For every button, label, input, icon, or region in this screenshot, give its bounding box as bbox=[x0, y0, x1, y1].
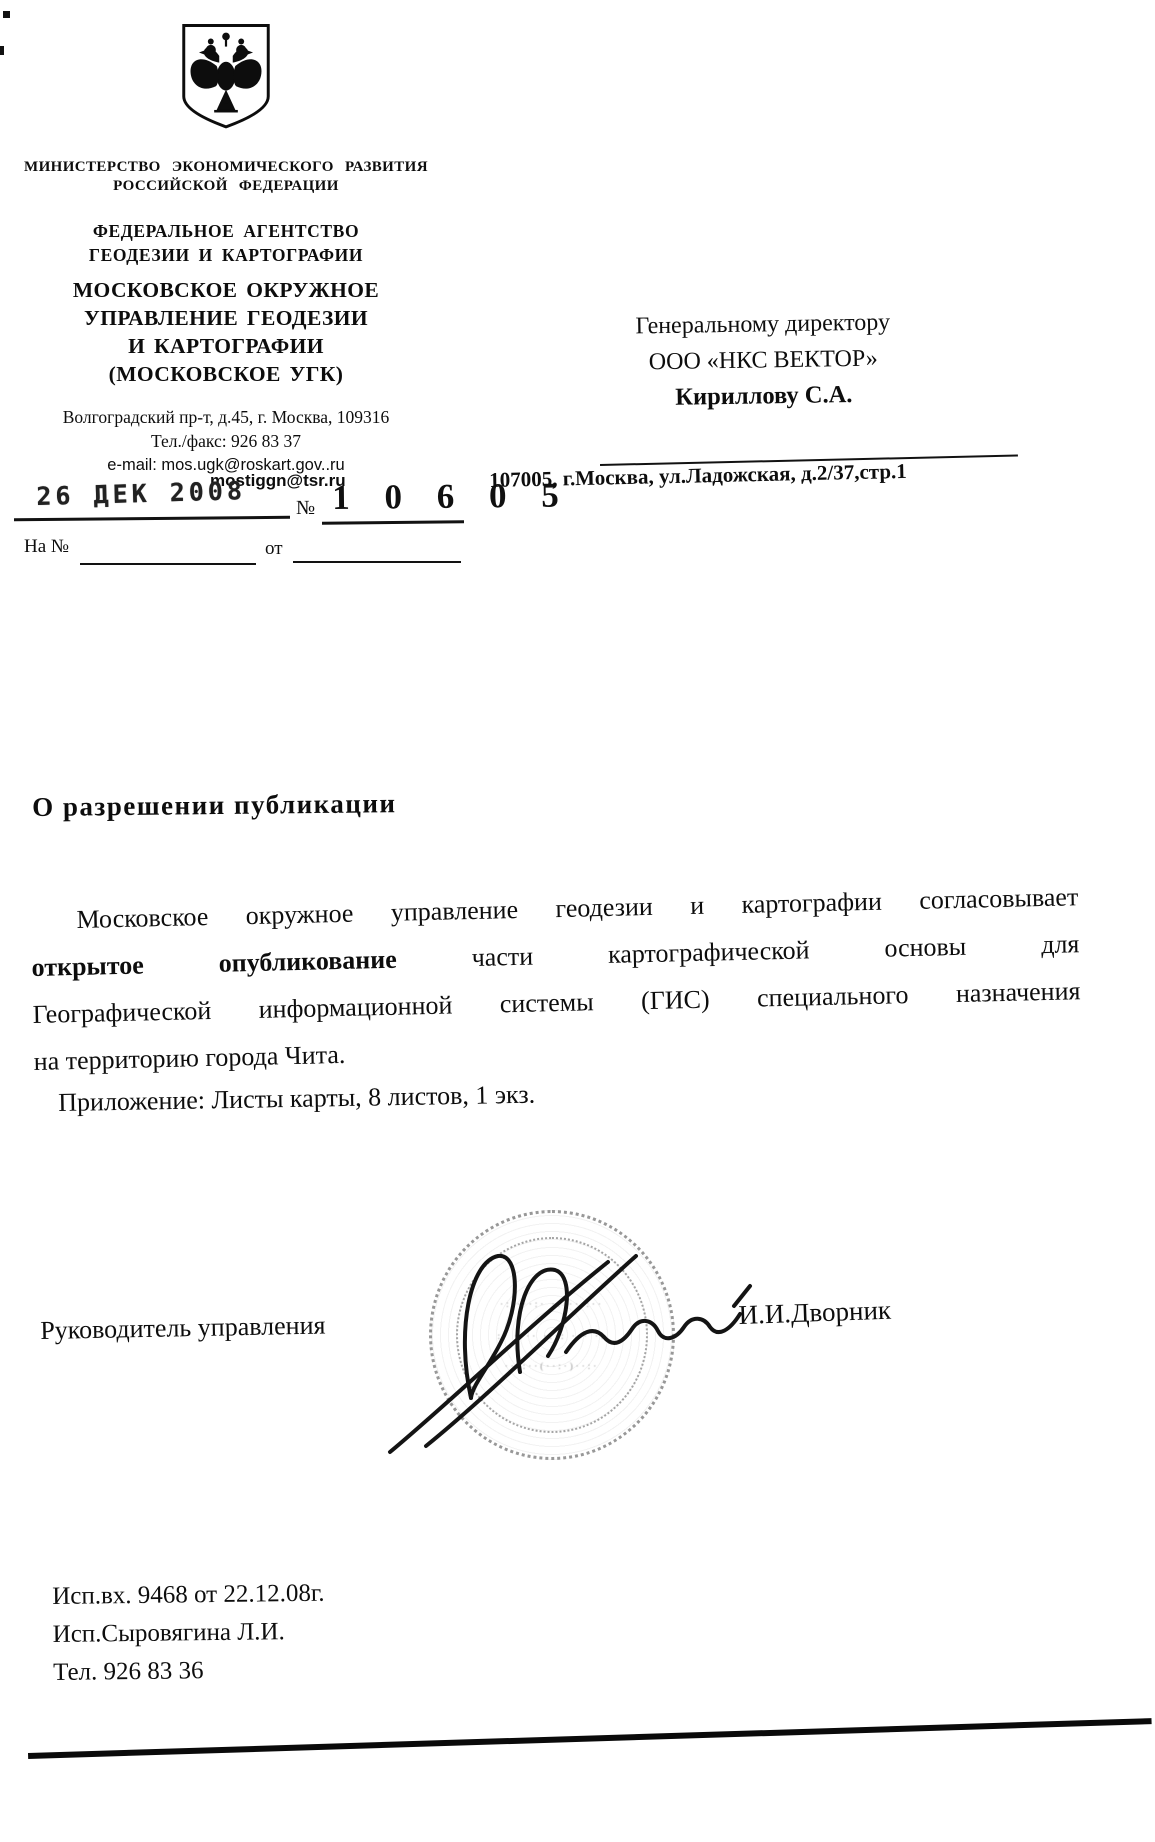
reference-from-label: от bbox=[265, 538, 283, 559]
body-paragraph bbox=[30, 873, 1082, 1085]
seal-illegible-text: ···:··(··:·)··:· bbox=[504, 1361, 600, 1371]
subject-line: О разрешении публикации bbox=[32, 788, 397, 822]
scan-artifact bbox=[0, 46, 4, 55]
executor-name: Исп.Сыровягина Л.И. bbox=[52, 1618, 285, 1648]
signer-position: Руководитель управления bbox=[40, 1310, 326, 1345]
recipient-company: ООО «НКС ВЕКТОР» bbox=[648, 345, 879, 376]
recipient-position: Генеральному директору bbox=[635, 309, 891, 340]
body-line-1: Московское окружное управление геодезии и картографии согласовывает bbox=[76, 882, 1079, 934]
body-word: части bbox=[471, 941, 534, 972]
org-name-line1: МОСКОВСКОЕ ОКРУЖНОЕ bbox=[72, 278, 380, 302]
outgoing-number-stamp: 1 0 6 0 5 bbox=[332, 475, 572, 517]
body-word: основы bbox=[884, 931, 967, 963]
reference-date-blank bbox=[293, 561, 461, 563]
letterhead bbox=[10, 22, 442, 477]
signature-scrawl-icon bbox=[368, 1210, 768, 1460]
executor-incoming-ref: Исп.вх. 9468 от 22.12.08г. bbox=[52, 1579, 325, 1610]
date-underline bbox=[14, 516, 290, 521]
number-sign: № bbox=[296, 497, 316, 519]
bottom-rule bbox=[28, 1718, 1152, 1759]
recipient-name: Кириллову С.А. bbox=[675, 381, 853, 411]
ministry-name-line2: РОССИЙСКОЙ ФЕДЕРАЦИИ bbox=[113, 178, 339, 194]
body-line-4: на территорию города Чита. bbox=[33, 1039, 346, 1076]
executor-block bbox=[52, 1575, 326, 1692]
body-bold-word-1: открытое bbox=[31, 950, 145, 982]
seal-illegible-text: :· ···· ·:·: ··· ·: bbox=[497, 1331, 607, 1341]
body-word: картографической bbox=[607, 935, 810, 969]
org-name-line2: УПРАВЛЕНИЕ ГЕОДЕЗИИ bbox=[84, 306, 368, 330]
number-underline bbox=[322, 520, 464, 524]
executor-phone: Тел. 926 83 36 bbox=[52, 1657, 204, 1686]
ministry-name-line1: МИНИСТЕРСТВО ЭКОНОМИЧЕСКОГО РАЗВИТИЯ bbox=[24, 159, 428, 175]
org-phone: Тел./факс: 926 83 37 bbox=[151, 431, 301, 451]
org-postal-address: Волгоградский пр-т, д.45, г. Москва, 109316 bbox=[62, 407, 390, 427]
org-name-line4: (МОСКОВСКОЕ УГК) bbox=[108, 362, 344, 386]
agency-name-line2: ГЕОДЕЗИИ И КАРТОГРАФИИ bbox=[88, 245, 364, 265]
incoming-date-stamp: 26 ДЕК 2008 bbox=[36, 476, 247, 511]
attachment-line: Приложение: Листы карты, 8 листов, 1 экз. bbox=[58, 1079, 536, 1117]
reference-number-blank bbox=[80, 563, 256, 565]
org-email: e-mail: mos.ugk@roskart.gov..ru bbox=[107, 456, 345, 474]
scan-artifact bbox=[3, 11, 10, 18]
body-word: для bbox=[1040, 929, 1080, 960]
org-name-line3: И КАРТОГРАФИИ bbox=[128, 334, 324, 358]
recipient-block bbox=[535, 303, 992, 418]
org-email-2: mostiggn@tsr.ru bbox=[210, 471, 346, 490]
reference-number-label: На № bbox=[24, 536, 70, 557]
seal-illegible-text: ·: ···:· ·:··· :·· bbox=[500, 1299, 604, 1309]
body-bold-word-2: опубликование bbox=[218, 944, 398, 978]
coat-of-arms-icon bbox=[177, 22, 275, 132]
agency-name-line1: ФЕДЕРАЛЬНОЕ АГЕНТСТВО bbox=[92, 221, 360, 241]
recipient-address: 107005, г.Москва, ул.Ладожская, д.2/37,стр.1 bbox=[489, 458, 908, 492]
signer-name: И.И.Дворник bbox=[738, 1294, 892, 1330]
body-line-3: Географической информационной системы (ГИС) специального назначения bbox=[32, 976, 1081, 1029]
